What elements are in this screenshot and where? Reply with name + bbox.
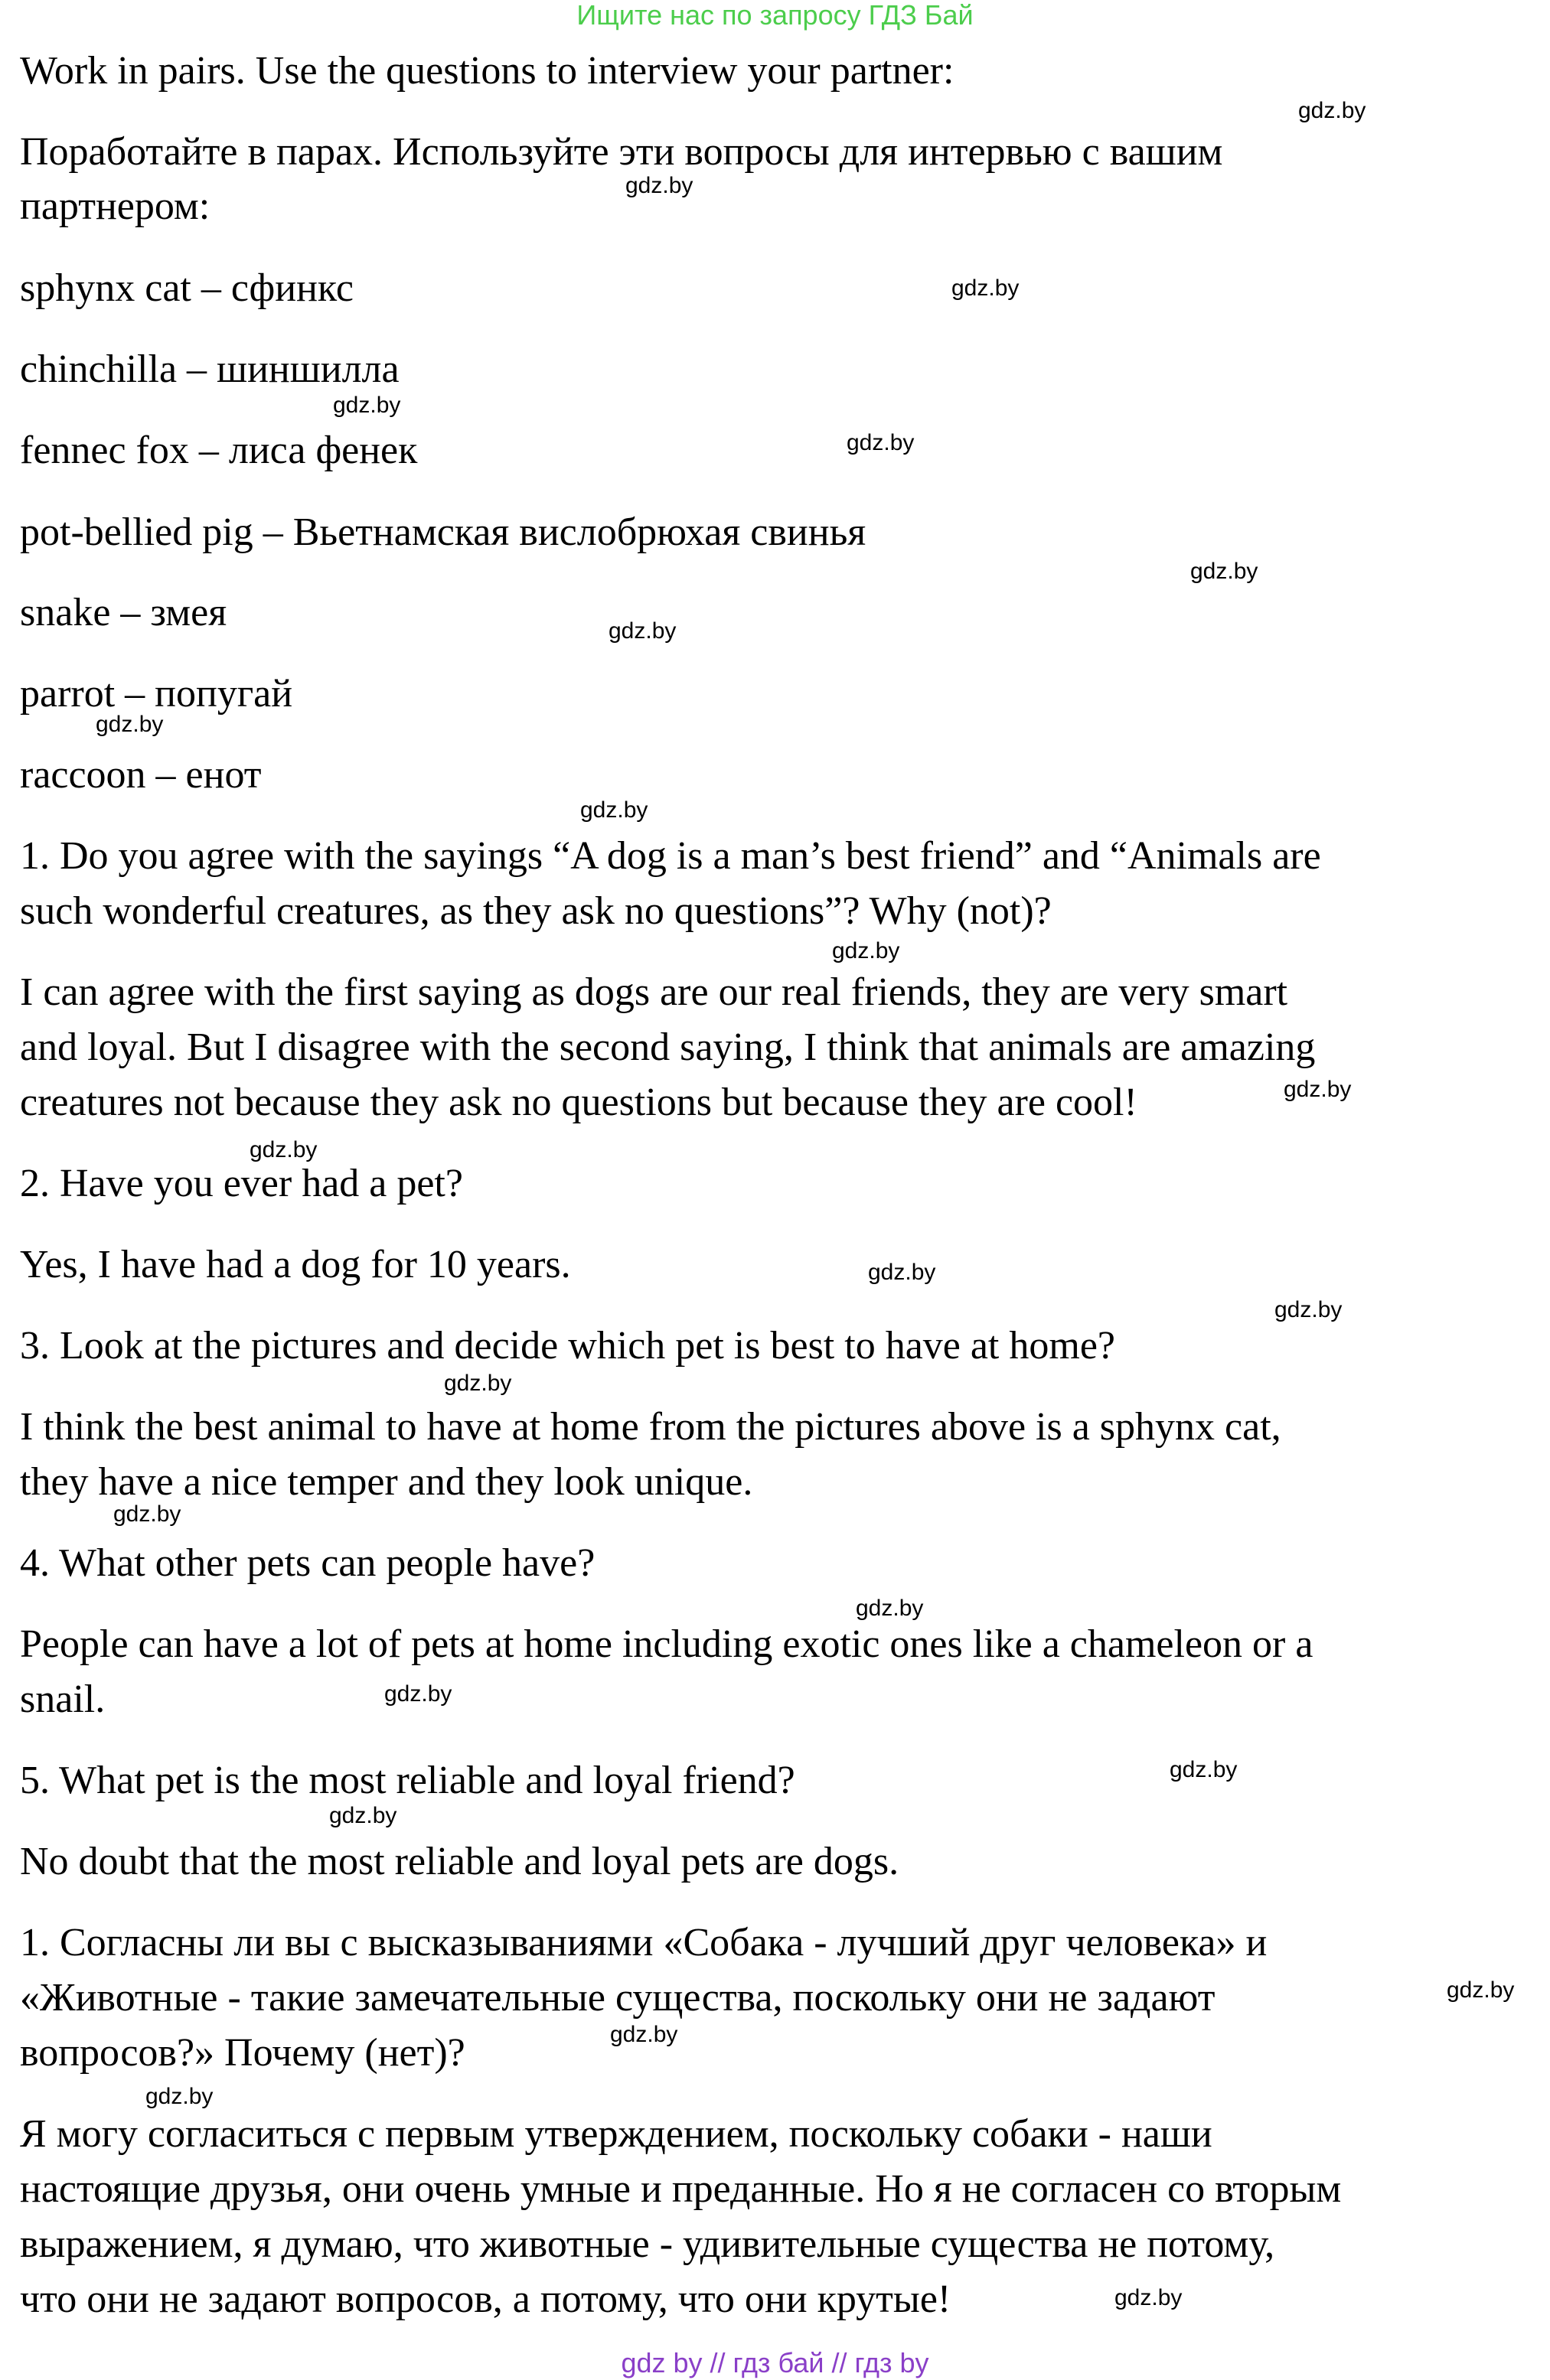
question-1-ru-line3: вопросов?» Почему (нет)? (20, 2031, 465, 2075)
watermark-text: gdz.by (113, 1501, 181, 1527)
vocab-item: chinchilla – шиншилла (20, 347, 400, 391)
vocab-item: snake – змея (20, 591, 227, 634)
watermark-text: gdz.by (951, 275, 1020, 301)
watermark-text: gdz.by (1284, 1077, 1352, 1102)
answer-1-line1: I can agree with the first saying as dogs are our real friends, they are very smart (20, 970, 1288, 1014)
answer-2: Yes, I have had a dog for 10 years. (20, 1243, 571, 1286)
site-footer-banner: gdz by // гдз бай // гдз by (621, 2347, 929, 2378)
question-5: 5. What pet is the most reliable and loyal friend? (20, 1759, 795, 1802)
watermark-text: gdz.by (610, 2022, 678, 2047)
watermark-text: gdz.by (1170, 1757, 1238, 1782)
answer-5: No doubt that the most reliable and loyal pets are dogs. (20, 1840, 899, 1883)
question-4: 4. What other pets can people have? (20, 1541, 596, 1585)
watermark-text: gdz.by (1114, 2285, 1183, 2310)
question-2: 2. Have you ever had a pet? (20, 1162, 463, 1205)
answer-4-line2: snail. (20, 1677, 106, 1721)
vocab-item: parrot – попугай (20, 672, 293, 716)
question-1-line2: such wonderful creatures, as they ask no questions”? Why (not)? (20, 889, 1052, 933)
watermark-text: gdz.by (580, 797, 648, 823)
answer-4-line1: People can have a lot of pets at home including exotic ones like a chameleon or a (20, 1622, 1313, 1666)
answer-1-ru-line4: что они не задают вопросов, а потому, что они крутые! (20, 2277, 951, 2321)
answer-1-ru-line1: Я могу согласиться с первым утверждением, поскольку собаки - наши (20, 2112, 1212, 2156)
vocab-item: pot-bellied pig – Вьетнамская вислобрюхая свинья (20, 510, 866, 554)
vocab-item: raccoon – енот (20, 753, 262, 797)
answer-1-line2: and loyal. But I disagree with the second saying, I think that animals are amazing (20, 1025, 1316, 1069)
instruction-english: Work in pairs. Use the questions to interview your partner: (20, 49, 954, 93)
answer-3-line1: I think the best animal to have at home from the pictures above is a sphynx cat, (20, 1405, 1281, 1449)
answer-1-ru-line2: настоящие друзья, они очень умные и преданные. Но я не согласен со вторым (20, 2167, 1342, 2211)
watermark-text: gdz.by (847, 430, 915, 455)
answer-1-ru-line3: выражением, я думаю, что животные - удивительные существа не потому, (20, 2222, 1275, 2266)
watermark-text: gdz.by (868, 1260, 936, 1285)
watermark-text: gdz.by (145, 2084, 214, 2109)
instruction-russian-line1: Поработайте в парах. Используйте эти вопросы для интервью с вашим (20, 130, 1223, 174)
watermark-text: gdz.by (1274, 1297, 1343, 1322)
watermark-text: gdz.by (1298, 98, 1366, 123)
answer-1-line3: creatures not because they ask no questions but because they are cool! (20, 1081, 1137, 1124)
watermark-text: gdz.by (96, 712, 164, 737)
question-1-ru-line2: «Животные - такие замечательные существа, поскольку они не задают (20, 1976, 1216, 2020)
vocab-item: sphynx cat – сфинкс (20, 266, 354, 310)
watermark-text: gdz.by (333, 393, 401, 418)
watermark-text: gdz.by (609, 618, 677, 644)
vocab-item: fennec fox – лиса фенек (20, 429, 418, 472)
question-1-line1: 1. Do you agree with the sayings “A dog is a man’s best friend” and “Animals are (20, 834, 1321, 878)
question-3: 3. Look at the pictures and decide which pet is best to have at home? (20, 1324, 1115, 1368)
answer-3-line2: they have a nice temper and they look unique. (20, 1460, 753, 1504)
watermark-text: gdz.by (832, 938, 900, 963)
watermark-text: gdz.by (625, 173, 693, 198)
watermark-text: gdz.by (329, 1803, 397, 1828)
watermark-text: gdz.by (250, 1137, 318, 1162)
watermark-text: gdz.by (384, 1681, 452, 1707)
watermark-text: gdz.by (444, 1371, 512, 1396)
watermark-text: gdz.by (856, 1596, 924, 1621)
question-1-ru-line1: 1. Согласны ли вы с высказываниями «Собака - лучший друг человека» и (20, 1921, 1268, 1964)
watermark-text: gdz.by (1190, 559, 1258, 584)
site-header-banner: Ищите нас по запросу ГДЗ Бай (576, 0, 974, 31)
watermark-text: gdz.by (1447, 1977, 1515, 2003)
instruction-russian-line2: партнером: (20, 184, 210, 228)
